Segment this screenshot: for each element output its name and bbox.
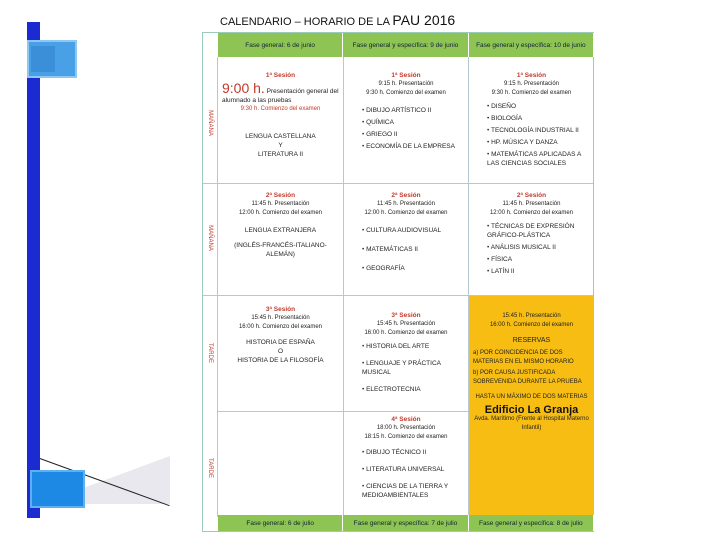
presentation-time: 11:45 h. Presentación	[377, 201, 435, 207]
session-label: 1ª Sesión	[391, 72, 421, 79]
reservas-reason: a) POR COINCIDENCIA DE DOS MATERIAS EN EL MISMO HORARIO	[473, 350, 574, 365]
subject: LITERATURA II	[257, 151, 304, 158]
subject: • BIOLOGÍA	[487, 114, 590, 123]
session-label: 1ª Sesión	[516, 72, 547, 79]
reservas-title: RESERVAS	[512, 337, 551, 344]
presentation-text: Presentación general del alumnado a las pruebas	[222, 88, 339, 104]
header-cell: Fase general y específica: 10 de junio	[469, 33, 594, 57]
cell-r3-c2	[344, 309, 468, 411]
reservas-panel	[469, 296, 594, 517]
subject: • ANÁLISIS MUSICAL II	[487, 243, 590, 252]
subject: • GEOGRAFÍA	[362, 264, 464, 273]
cell-r3-c1	[218, 303, 343, 411]
subject: • LENGUAJE Y PRÁCTICA MUSICAL	[362, 359, 464, 377]
presentation-time: 15:45 h. Presentación	[376, 321, 436, 327]
exam-start: 9:30 h. Comienzo del examen	[366, 90, 446, 96]
footer-cell: Fase general: 6 de julio	[218, 515, 343, 531]
top-decorative-square-inner	[31, 46, 55, 72]
cell-r2-c2	[344, 189, 468, 295]
session-label: 4ª Sesión	[391, 416, 421, 423]
title-prefix: CALENDARIO – HORARIO DE LA	[220, 16, 390, 28]
cell-r1-c2	[344, 69, 468, 183]
subject: • DIBUJO TÉCNICO II	[362, 448, 464, 457]
cell-r2-c3	[469, 189, 594, 295]
cell-r2-c1	[218, 189, 343, 295]
subject: • QUÍMICA	[362, 118, 464, 127]
subject: (INGLÉS-FRANCÉS-ITALIANO-ALEMÁN)	[234, 242, 327, 258]
subject: • MATEMÁTICAS APLICADAS A LAS CIENCIAS SOCIALES	[487, 150, 590, 168]
subject: HISTORIA DE ESPAÑA	[246, 339, 315, 346]
grid-line	[218, 411, 468, 412]
reservas-limit: HASTA UN MÁXIMO DE DOS MATERIAS	[475, 394, 588, 400]
subject: LENGUA EXTRANJERA	[244, 227, 317, 234]
schedule-table	[202, 32, 594, 532]
subject: • CULTURA AUDIOVISUAL	[362, 226, 464, 235]
session-label: 2ª Sesión	[265, 192, 296, 199]
session-label: 1ª Sesión	[265, 72, 296, 79]
cell-r4-c2	[344, 413, 468, 517]
exam-start: 12:00 h. Comienzo del examen	[364, 210, 448, 216]
side-label: MAÑANA	[207, 225, 214, 251]
subject: • ECONOMÍA DE LA EMPRESA	[362, 142, 464, 151]
header-cell: Fase general y específica: 9 de junio	[343, 33, 468, 57]
exam-start: 16:00 h. Comienzo del examen	[489, 322, 574, 328]
presentation-time: 9:15 h. Presentación	[378, 81, 434, 87]
subject: O	[277, 348, 284, 355]
session-label: 3ª Sesión	[265, 306, 296, 313]
exam-start: 16:00 h. Comienzo del examen	[238, 324, 323, 330]
location-address: Avda. Marítimo (Frente al Hospital Materno Infantil)	[474, 416, 589, 431]
grid-line	[203, 183, 593, 184]
header-cell: Fase general: 6 de junio	[218, 33, 343, 57]
subject: • LITERATURA UNIVERSAL	[362, 465, 464, 474]
presentation-time: 15:45 h. Presentación	[502, 313, 561, 319]
side-label: TARDE	[207, 343, 214, 363]
exam-start: 9:30 h. Comienzo del examen	[240, 106, 321, 112]
presentation-time: 11:45 h. Presentación	[251, 201, 310, 207]
bottom-decorative-square	[30, 470, 85, 508]
presentation-time: 15:45 h. Presentación	[251, 315, 310, 321]
footer-cell: Fase general y específica: 7 de julio	[343, 515, 468, 531]
exam-start: 12:00 h. Comienzo del examen	[489, 210, 574, 216]
page-title	[220, 12, 455, 28]
left-accent-bar	[27, 22, 40, 518]
cell-r1-c3	[469, 69, 594, 183]
subject: • DISEÑO	[487, 102, 590, 111]
session-label: 3ª Sesión	[391, 312, 421, 319]
presentation-time: 11:45 h. Presentación	[502, 201, 561, 207]
exam-start: 18:15 h. Comienzo del examen	[364, 434, 448, 440]
subject: • MATEMÁTICAS II	[362, 245, 464, 254]
exam-start: 9:30 h. Comienzo del examen	[491, 90, 572, 96]
subject: • HP. MÚSICA Y DANZA	[487, 138, 590, 147]
subject: LENGUA CASTELLANA	[245, 133, 316, 140]
exam-start: 16:00 h. Comienzo del examen	[364, 330, 448, 336]
subject: • GRIEGO II	[362, 130, 464, 139]
subject: Y	[278, 142, 283, 149]
location-name: Edificio La Granja	[484, 404, 579, 416]
side-label: MAÑANA	[207, 110, 214, 136]
exam-start: 12:00 h. Comienzo del examen	[238, 210, 323, 216]
session-label: 2ª Sesión	[391, 192, 421, 199]
subject: • ELECTROTECNIA	[362, 385, 464, 394]
reservas-reason: b) POR CAUSA JUSTIFICADA SOBREVENIDA DURANTE LA PRUEBA	[473, 370, 582, 385]
table-header	[218, 33, 594, 57]
subject: • LATÍN II	[487, 267, 590, 276]
main-time: 9:00 h.	[222, 80, 265, 96]
session-label: 2ª Sesión	[516, 192, 547, 199]
presentation-time: 18:00 h. Presentación	[376, 425, 436, 431]
subject: • HISTORIA DEL ARTE	[362, 342, 464, 351]
presentation-time: 9:15 h. Presentación	[503, 81, 560, 87]
title-suffix: PAU 2016	[392, 12, 456, 28]
table-footer	[218, 515, 594, 531]
cell-r1-c1	[218, 69, 343, 183]
subject: • FÍSICA	[487, 255, 590, 264]
subject: • DIBUJO ARTÍSTICO II	[362, 106, 464, 115]
footer-cell: Fase general y específica: 8 de julio	[469, 515, 594, 531]
side-label: TARDE	[207, 458, 214, 478]
subject: • TECNOLOGÍA INDUSTRIAL II	[487, 126, 590, 135]
subject: HISTORIA DE LA FILOSOFÍA	[237, 357, 324, 364]
subject: • CIENCIAS DE LA TIERRA Y MEDIOAMBIENTALES	[362, 482, 464, 500]
subject: • TÉCNICAS DE EXPRESIÓN GRÁFICO-PLÁSTICA	[487, 222, 590, 240]
